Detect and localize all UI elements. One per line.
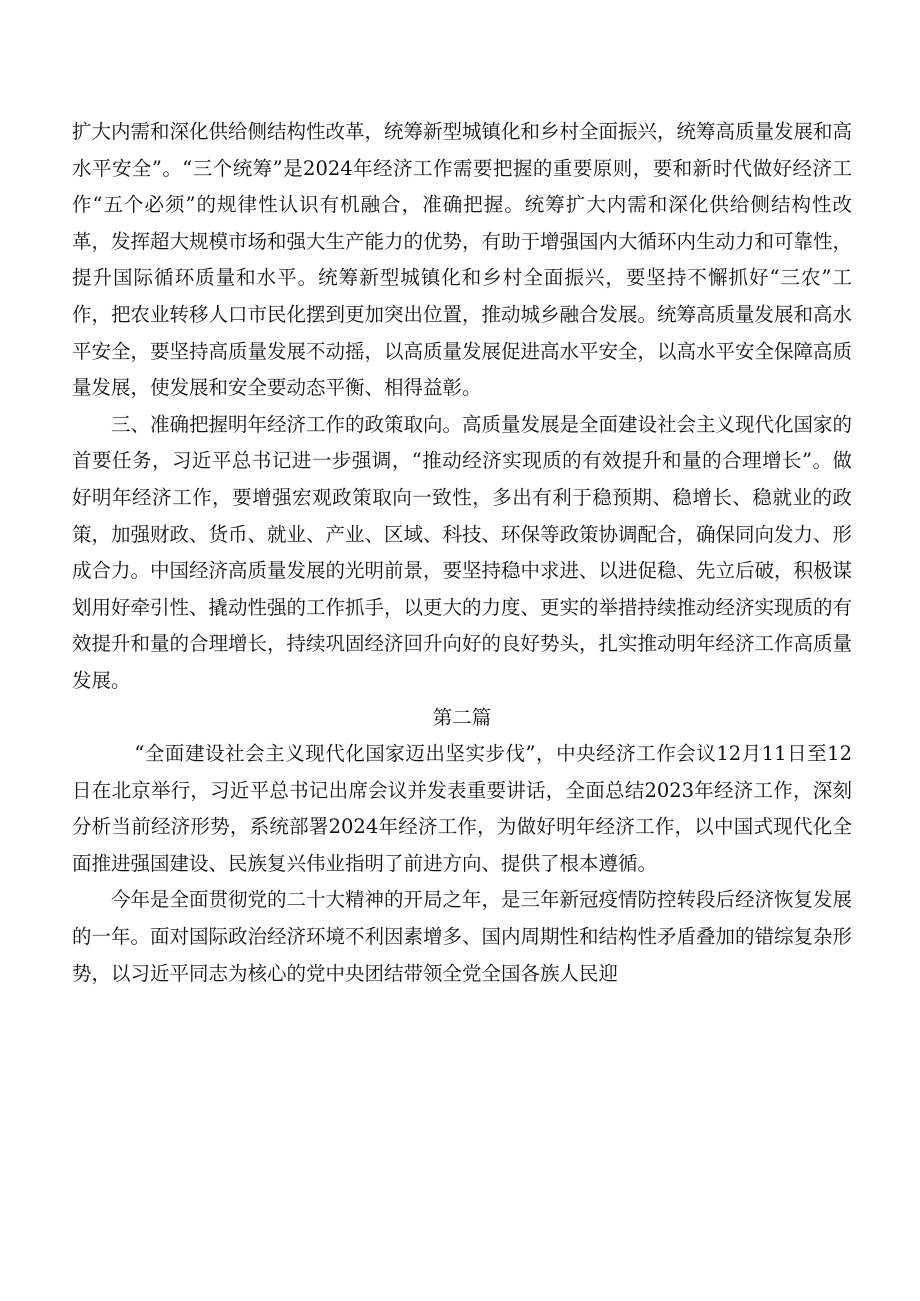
document-page <box>72 114 852 992</box>
paragraph-conference-intro: “全面建设社会主义现代化国家迈出坚实步伐”，中央经济工作会议12月11日至12日在北京举行，习近平总书记出席会议并发表重要讲话，全面总结2023年经济工作，深刻分析当前经济形势，系统部署2024年经济工作，为做好明年经济工作，以中国式现代化全面推进强国建设、民族复兴伟业指明了前进方向、提供了根本遵循。 <box>72 742 852 875</box>
paragraph-policy-orientation: 三、准确把握明年经济工作的政策取向。高质量发展是全面建设社会主义现代化国家的首要任务，习近平总书记进一步强调，“推动经济实现质的有效提升和量的合理增长”。做好明年经济工作，要增强宏观政策取向一致性，多出有利于稳预期、稳增长、稳就业的政策，加强财政、货币、就业、产业、区域、科技、环保等政策协调配合，确保同向发力、形成合力。中国经济高质量发展的光明前景，要坚持稳中求进、以进促稳、先立后破，积极谋划用好牵引性、撬动性强的工作抓手，以更大的力度、更实的举措持续推动经济实现质的有效提升和量的合理增长，持续巩固经济回升向好的良好势头，扎实推动明年经济工作高质量发展。 <box>72 412 853 692</box>
paragraph-year-review: 今年是全面贯彻党的二十大精神的开局之年，是三年新冠疫情防控转段后经济恢复发展的一年。面对国际政治经济环境不利因素增多、国内周期性和结构性矛盾叠加的错综复杂形势，以习近平同志为核心的党中央团结带领全党全国各族人民迎 <box>72 888 853 985</box>
paragraph-continuation: 扩大内需和深化供给侧结构性改革，统筹新型城镇化和乡村全面振兴，统筹高质量发展和高水平安全”。“三个统筹”是2024年经济工作需要把握的重要原则，要和新时代做好经济工作“五个必须”的规律性认识有机融合，准确把握。统筹扩大内需和深化供给侧结构性改革，发挥超大规模市场和强大生产能力的优势，有助于增强国内大循环内生动力和可靠性，提升国际循环质量和水平。统筹新型城镇化和乡村全面振兴，要坚持不懈抓好“三农”工作，把农业转移人口市民化摆到更加突出位置，推动城乡融合发展。统筹高质量发展和高水平安全，要坚持高质量发展不动摇，以高质量发展促进高水平安全，以高水平安全保障高质量发展，使发展和安全要动态平衡、相得益彰。 <box>72 120 853 400</box>
section-heading: 第二篇 <box>432 705 492 729</box>
